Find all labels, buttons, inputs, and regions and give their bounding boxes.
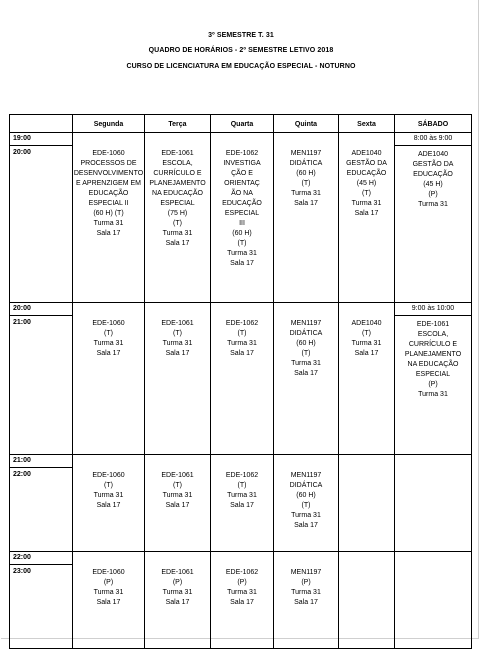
class-cell-sexta: [339, 455, 395, 552]
class-line: CURRÍCULO E: [408, 341, 458, 348]
class-line: EDE-1060: [92, 150, 125, 157]
class-line: Turma 31: [227, 340, 257, 347]
class-line: (P): [172, 579, 183, 586]
class-cell-segunda: [73, 133, 145, 303]
time-start: 21:00: [10, 455, 72, 468]
cell-spacer: [274, 552, 338, 564]
cell-spacer: [73, 303, 144, 315]
header-schedule-title: QUADRO DE HORÁRIOS - 2º SEMESTRE LETIVO 2018: [148, 47, 334, 54]
class-line: DIDÁTICA: [289, 160, 323, 167]
class-cell-segunda: [73, 303, 145, 455]
class-line: EDE-1061: [161, 320, 194, 327]
class-line: (45 H): [423, 181, 443, 188]
class-line: (T): [237, 240, 247, 247]
class-line: EDE-1060: [92, 472, 125, 479]
class-line: Turma 31: [418, 201, 448, 208]
cell-spacer: [274, 133, 338, 145]
class-line: EDE-1061: [161, 472, 194, 479]
class-line: (60 H): [232, 230, 252, 237]
cell-gap: [395, 564, 471, 568]
class-line: (T): [301, 180, 311, 187]
cell-spacer: [73, 552, 144, 564]
class-line: Sala 17: [230, 350, 254, 357]
class-line: Sala 17: [354, 350, 379, 357]
class-line: Sala 17: [165, 350, 190, 357]
class-line: (P): [103, 579, 114, 586]
class-line: NA EDUCAÇÃO: [152, 190, 203, 197]
cell-spacer: [339, 303, 394, 315]
saturday-time: 8:00 às 9:00: [395, 133, 471, 146]
class-line: (P): [428, 191, 438, 198]
class-line: ESPECIAL: [160, 200, 195, 207]
class-line: Turma 31: [351, 200, 382, 207]
class-line: (60 H): [296, 340, 316, 347]
cell-gap: [339, 467, 394, 471]
time-start: 22:00: [10, 552, 72, 565]
class-line: (P): [301, 579, 311, 586]
class-line: Sala 17: [294, 370, 318, 377]
class-line: Turma 31: [93, 340, 124, 347]
class-line: Sala 17: [294, 599, 318, 606]
class-line: Sala 17: [165, 240, 190, 247]
class-line: ESPECIAL: [415, 371, 451, 378]
cell-spacer: [211, 303, 273, 315]
class-line: INVESTIGA: [223, 160, 261, 167]
saturday-time: 9:00 às 10:00: [395, 303, 471, 316]
class-cell-sexta: [339, 133, 395, 303]
time-start: 20:00: [10, 303, 72, 316]
class-cell-quarta: [211, 133, 274, 303]
class-line: ADE1040: [351, 150, 382, 157]
class-line: EDUCAÇÃO: [413, 171, 453, 178]
class-line: DESENVOLVIMENTO: [73, 170, 144, 177]
day-header-terca: Terça: [145, 115, 211, 133]
class-line: Turma 31: [227, 250, 257, 257]
cell-spacer: [339, 133, 394, 145]
schedule-table: [9, 114, 472, 649]
class-line: (T): [301, 502, 311, 509]
class-line: (T): [301, 350, 311, 357]
class-line: MEN1197: [290, 472, 322, 479]
cell-spacer: [145, 133, 210, 145]
class-line: Sala 17: [96, 502, 121, 509]
class-cell-quinta: [274, 303, 339, 455]
class-line: Turma 31: [418, 391, 448, 398]
time-slot: [10, 552, 73, 649]
class-line: EDE-1061: [161, 569, 194, 576]
class-line: (P): [428, 381, 438, 388]
class-line: GESTÃO DA: [412, 161, 454, 168]
schedule-row: [10, 303, 472, 455]
day-header-sexta: Sexta: [339, 115, 395, 133]
class-line: Sala 17: [165, 599, 190, 606]
class-cell-sexta: [339, 552, 395, 649]
class-line: Turma 31: [291, 190, 321, 197]
class-line: (T): [173, 330, 182, 337]
class-line: Sala 17: [230, 502, 254, 509]
class-line: EDUCAÇÃO: [222, 200, 262, 207]
class-line: EDE-1062: [225, 320, 259, 327]
class-line: Sala 17: [96, 599, 121, 606]
class-cell-quinta: [274, 552, 339, 649]
cell-gap: [339, 564, 394, 568]
class-line: EDE-1061: [416, 321, 450, 328]
header-course-title: CURSO DE LICENCIATURA EM EDUCAÇÃO ESPECIAL - NOTURNO: [126, 63, 356, 70]
class-line: PLANEJAMENTO: [404, 351, 462, 358]
class-cell-terca: [145, 303, 211, 455]
class-line: DIDÁTICA: [289, 330, 323, 337]
time-end: 23:00: [13, 568, 31, 575]
header-row: [10, 115, 472, 133]
cell-spacer: [274, 303, 338, 315]
class-line: Sala 17: [96, 230, 121, 237]
class-line: (T): [104, 330, 113, 337]
class-line: EDE-1062: [225, 472, 259, 479]
class-cell-sabado: [395, 455, 472, 552]
cell-spacer: [145, 455, 210, 467]
class-line: Turma 31: [162, 340, 193, 347]
class-line: Turma 31: [291, 589, 321, 596]
class-line: (P): [237, 579, 247, 586]
class-line: ESPECIAL II: [88, 200, 129, 207]
class-line: ÃO NA: [231, 190, 253, 197]
time-start: 19:00: [10, 133, 72, 146]
class-line: (T): [173, 220, 182, 227]
class-cell-quinta: [274, 133, 339, 303]
class-line: ADE1040: [351, 320, 382, 327]
class-line: Turma 31: [227, 492, 257, 499]
class-line: (T): [237, 482, 247, 489]
schedule-row: [10, 455, 472, 552]
cell-spacer: [211, 455, 273, 467]
class-line: Turma 31: [291, 360, 321, 367]
class-line: PLANEJAMENTO: [149, 180, 206, 187]
schedule-row: [10, 552, 472, 649]
class-cell-terca: [145, 133, 211, 303]
class-line: Sala 17: [294, 200, 318, 207]
class-line: Turma 31: [93, 220, 124, 227]
day-header-segunda: Segunda: [73, 115, 145, 133]
class-line: (60 H): [296, 170, 316, 177]
class-line: Turma 31: [227, 589, 257, 596]
time-slot: [10, 303, 73, 455]
class-line: E APRENZIGEM EM: [76, 180, 141, 187]
class-line: Sala 17: [354, 210, 379, 217]
schedule-row: [10, 133, 472, 303]
cell-spacer: [211, 552, 273, 564]
class-line: (T): [362, 190, 371, 197]
day-header-sabado: SÁBADO: [395, 115, 472, 133]
class-line: (T): [362, 330, 371, 337]
cell-spacer: [395, 552, 471, 564]
class-line: Turma 31: [351, 340, 382, 347]
class-line: Sala 17: [96, 350, 121, 357]
time-end: 22:00: [13, 471, 31, 478]
class-line: PROCESSOS DE: [80, 160, 137, 167]
class-line: EDE-1062: [225, 150, 259, 157]
class-cell-quinta: [274, 455, 339, 552]
class-line: EDE-1060: [92, 569, 125, 576]
class-line: Turma 31: [93, 492, 124, 499]
class-line: (75 H): [167, 210, 188, 217]
class-line: Sala 17: [165, 502, 190, 509]
time-end: 21:00: [13, 319, 31, 326]
cell-spacer: [395, 455, 471, 467]
class-cell-segunda: [73, 455, 145, 552]
class-line: EDE-1060: [92, 320, 125, 327]
day-header-quinta: Quinta: [274, 115, 339, 133]
cell-spacer: [339, 552, 394, 564]
header-semester: 3º SEMESTRE T. 31: [208, 32, 274, 39]
class-line: GESTÃO DA: [346, 160, 387, 167]
class-line: DIDÁTICA: [289, 482, 323, 489]
class-line: EDE-1062: [225, 569, 259, 576]
class-line: EDUCAÇÃO: [88, 190, 129, 197]
class-line: NA EDUCAÇÃO: [407, 361, 459, 368]
class-line: CURRÍCULO E: [153, 170, 202, 177]
class-line: MEN1197: [290, 150, 322, 157]
class-line: Turma 31: [162, 230, 193, 237]
class-line: ESCOLA,: [162, 160, 193, 167]
class-cell-quarta: [211, 552, 274, 649]
class-cell-segunda: [73, 552, 145, 649]
class-line: III: [239, 220, 245, 227]
time-header: [10, 115, 73, 133]
class-line: (T): [237, 330, 247, 337]
cell-spacer: [73, 455, 144, 467]
class-line: Turma 31: [93, 589, 124, 596]
cell-spacer: [274, 455, 338, 467]
cell-spacer: [211, 133, 273, 145]
class-line: ÇÃO E: [231, 170, 253, 177]
cell-spacer: [145, 552, 210, 564]
class-line: EDE-1061: [161, 150, 194, 157]
class-line: MEN1197: [290, 569, 322, 576]
class-line: (T): [104, 482, 113, 489]
cell-spacer: [73, 133, 144, 145]
class-cell-quarta: [211, 303, 274, 455]
class-line: ORIENTAÇ: [224, 180, 260, 187]
class-line: Turma 31: [162, 589, 193, 596]
class-cell-sexta: [339, 303, 395, 455]
time-end: 20:00: [13, 149, 31, 156]
class-line: (45 H): [356, 180, 377, 187]
class-line: (60 H) (T): [93, 210, 124, 217]
cell-gap: [395, 467, 471, 471]
cell-spacer: [339, 455, 394, 467]
class-line: Sala 17: [230, 599, 254, 606]
class-cell-quarta: [211, 455, 274, 552]
time-slot: [10, 133, 73, 303]
class-line: ESCOLA,: [417, 331, 449, 338]
class-cell-sabado: [395, 303, 472, 455]
class-line: Turma 31: [291, 512, 321, 519]
class-line: ADE1040: [418, 151, 448, 158]
time-slot: [10, 455, 73, 552]
class-line: Turma 31: [162, 492, 193, 499]
class-cell-terca: [145, 552, 211, 649]
class-cell-sabado: [395, 133, 472, 303]
class-cell-terca: [145, 455, 211, 552]
class-line: (T): [173, 482, 182, 489]
class-line: Sala 17: [294, 522, 318, 529]
day-header-quarta: Quarta: [211, 115, 274, 133]
class-line: Sala 17: [230, 260, 254, 267]
class-cell-sabado: [395, 552, 472, 649]
class-line: MEN1197: [290, 320, 322, 327]
cell-spacer: [145, 303, 210, 315]
class-line: (60 H): [296, 492, 316, 499]
class-line: ESPECIAL: [224, 210, 260, 217]
class-line: EDUCAÇÃO: [346, 170, 387, 177]
